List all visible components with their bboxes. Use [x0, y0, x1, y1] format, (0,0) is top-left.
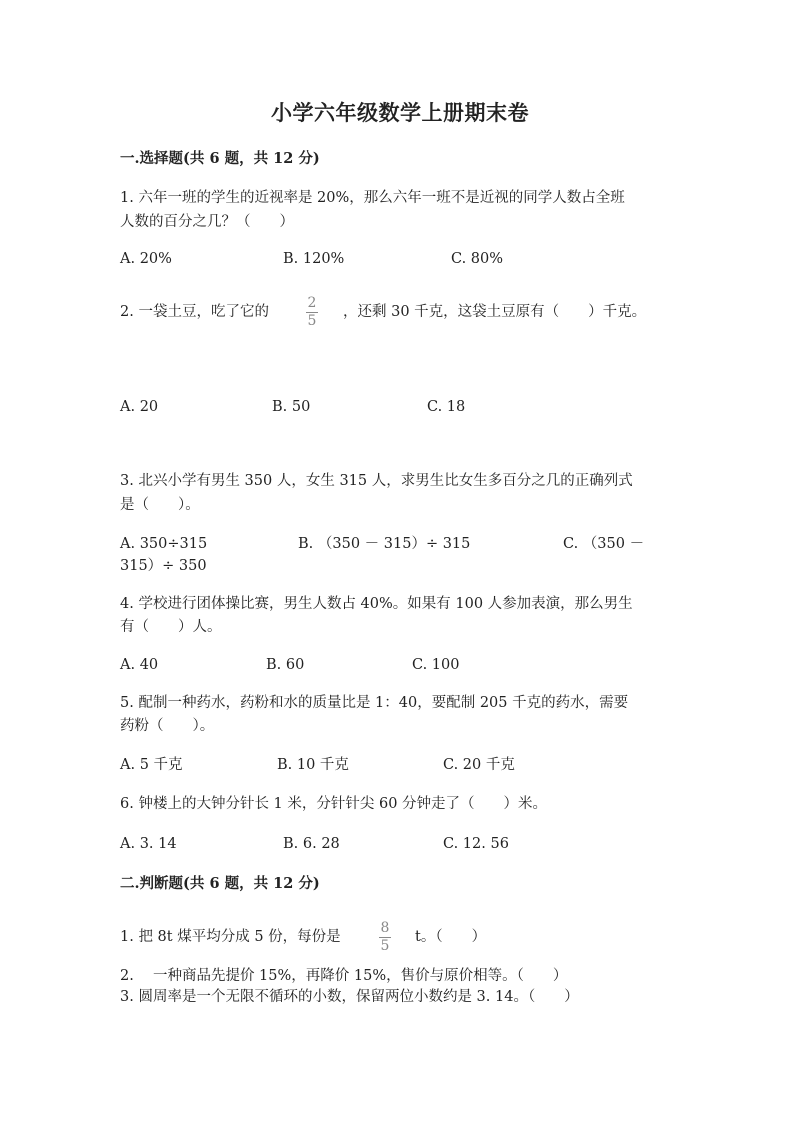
question-3-option-b: B. （350 － 315）÷ 315: [298, 536, 471, 552]
question-2-option-c: C. 18: [427, 399, 466, 415]
fraction-denominator: 5: [307, 313, 317, 329]
judgement-3-text: 3. 圆周率是一个无限不循环的小数，保留两位小数约是 3. 14。（ ）: [120, 989, 579, 1005]
question-2-text-before: 2. 一袋土豆，吃了它的: [120, 304, 269, 320]
judgement-1-text-before: 1. 把 8t 煤平均分成 5 份，每份是: [120, 929, 341, 945]
fraction-numerator: 2: [307, 295, 317, 311]
question-5-line-1: 5. 配制一种药水，药粉和水的质量比是 1：40，要配制 205 千克的药水，需要: [120, 695, 629, 711]
question-3-line-1: 3. 北兴小学有男生 350 人，女生 315 人，求男生比女生多百分之几的正确列式: [120, 473, 633, 489]
question-5-option-c: C. 20 千克: [443, 757, 515, 773]
question-1-line-2: 人数的百分之几？（ ）: [120, 214, 294, 230]
question-2-option-b: B. 50: [272, 399, 311, 415]
judgement-1-fraction: [375, 920, 395, 955]
question-4-option-a: A. 40: [120, 657, 159, 673]
question-1-line-1: 1. 六年一班的学生的近视率是 20%，那么六年一班不是近视的同学人数占全班: [120, 190, 625, 206]
question-3-option-c: C. （350 －: [563, 536, 645, 552]
fraction-denominator: 5: [380, 938, 390, 954]
question-1-option-c: C. 80%: [451, 251, 504, 267]
judgement-1-text-after: t。（ ）: [415, 929, 487, 945]
question-5-line-2: 药粉（ ）。: [120, 718, 215, 734]
question-6-option-a: A. 3. 14: [120, 836, 177, 852]
judgement-2-text: 2. 一种商品先提价 15%，再降价 15%，售价与原价相等。（ ）: [120, 968, 568, 984]
section-heading-judgement: 二.判断题(共 6 题，共 12 分): [120, 875, 320, 892]
section-heading-choice: 一.选择题(共 6 题，共 12 分): [120, 150, 320, 167]
question-3-option-c-continued: 315）÷ 350: [120, 558, 207, 574]
question-6-option-c: C. 12. 56: [443, 836, 509, 852]
question-2-fraction: [302, 295, 322, 330]
page-title: 小学六年级数学上册期末卷: [271, 100, 529, 125]
question-1-option-a: A. 20%: [120, 251, 172, 267]
question-5-option-a: A. 5 千克: [120, 757, 183, 773]
question-2-option-a: A. 20: [120, 399, 159, 415]
question-2-text-after: ，还剩 30 千克，这袋土豆原有（ ）千克。: [343, 304, 647, 320]
question-3-option-a: A. 350÷315: [120, 536, 208, 552]
question-4-line-1: 4. 学校进行团体操比赛，男生人数占 40%。如果有 100 人参加表演，那么男生: [120, 596, 633, 612]
question-6-option-b: B. 6. 28: [283, 836, 340, 852]
question-4-option-b: B. 60: [266, 657, 305, 673]
fraction-numerator: 8: [380, 920, 390, 936]
question-5-option-b: B. 10 千克: [277, 757, 349, 773]
question-4-option-c: C. 100: [412, 657, 460, 673]
question-6-line-1: 6. 钟楼上的大钟分针长 1 米，分针针尖 60 分钟走了（ ）米。: [120, 796, 548, 812]
question-3-line-2: 是（ ）。: [120, 497, 200, 513]
question-4-line-2: 有（ ）人。: [120, 619, 222, 635]
question-1-option-b: B. 120%: [283, 251, 345, 267]
